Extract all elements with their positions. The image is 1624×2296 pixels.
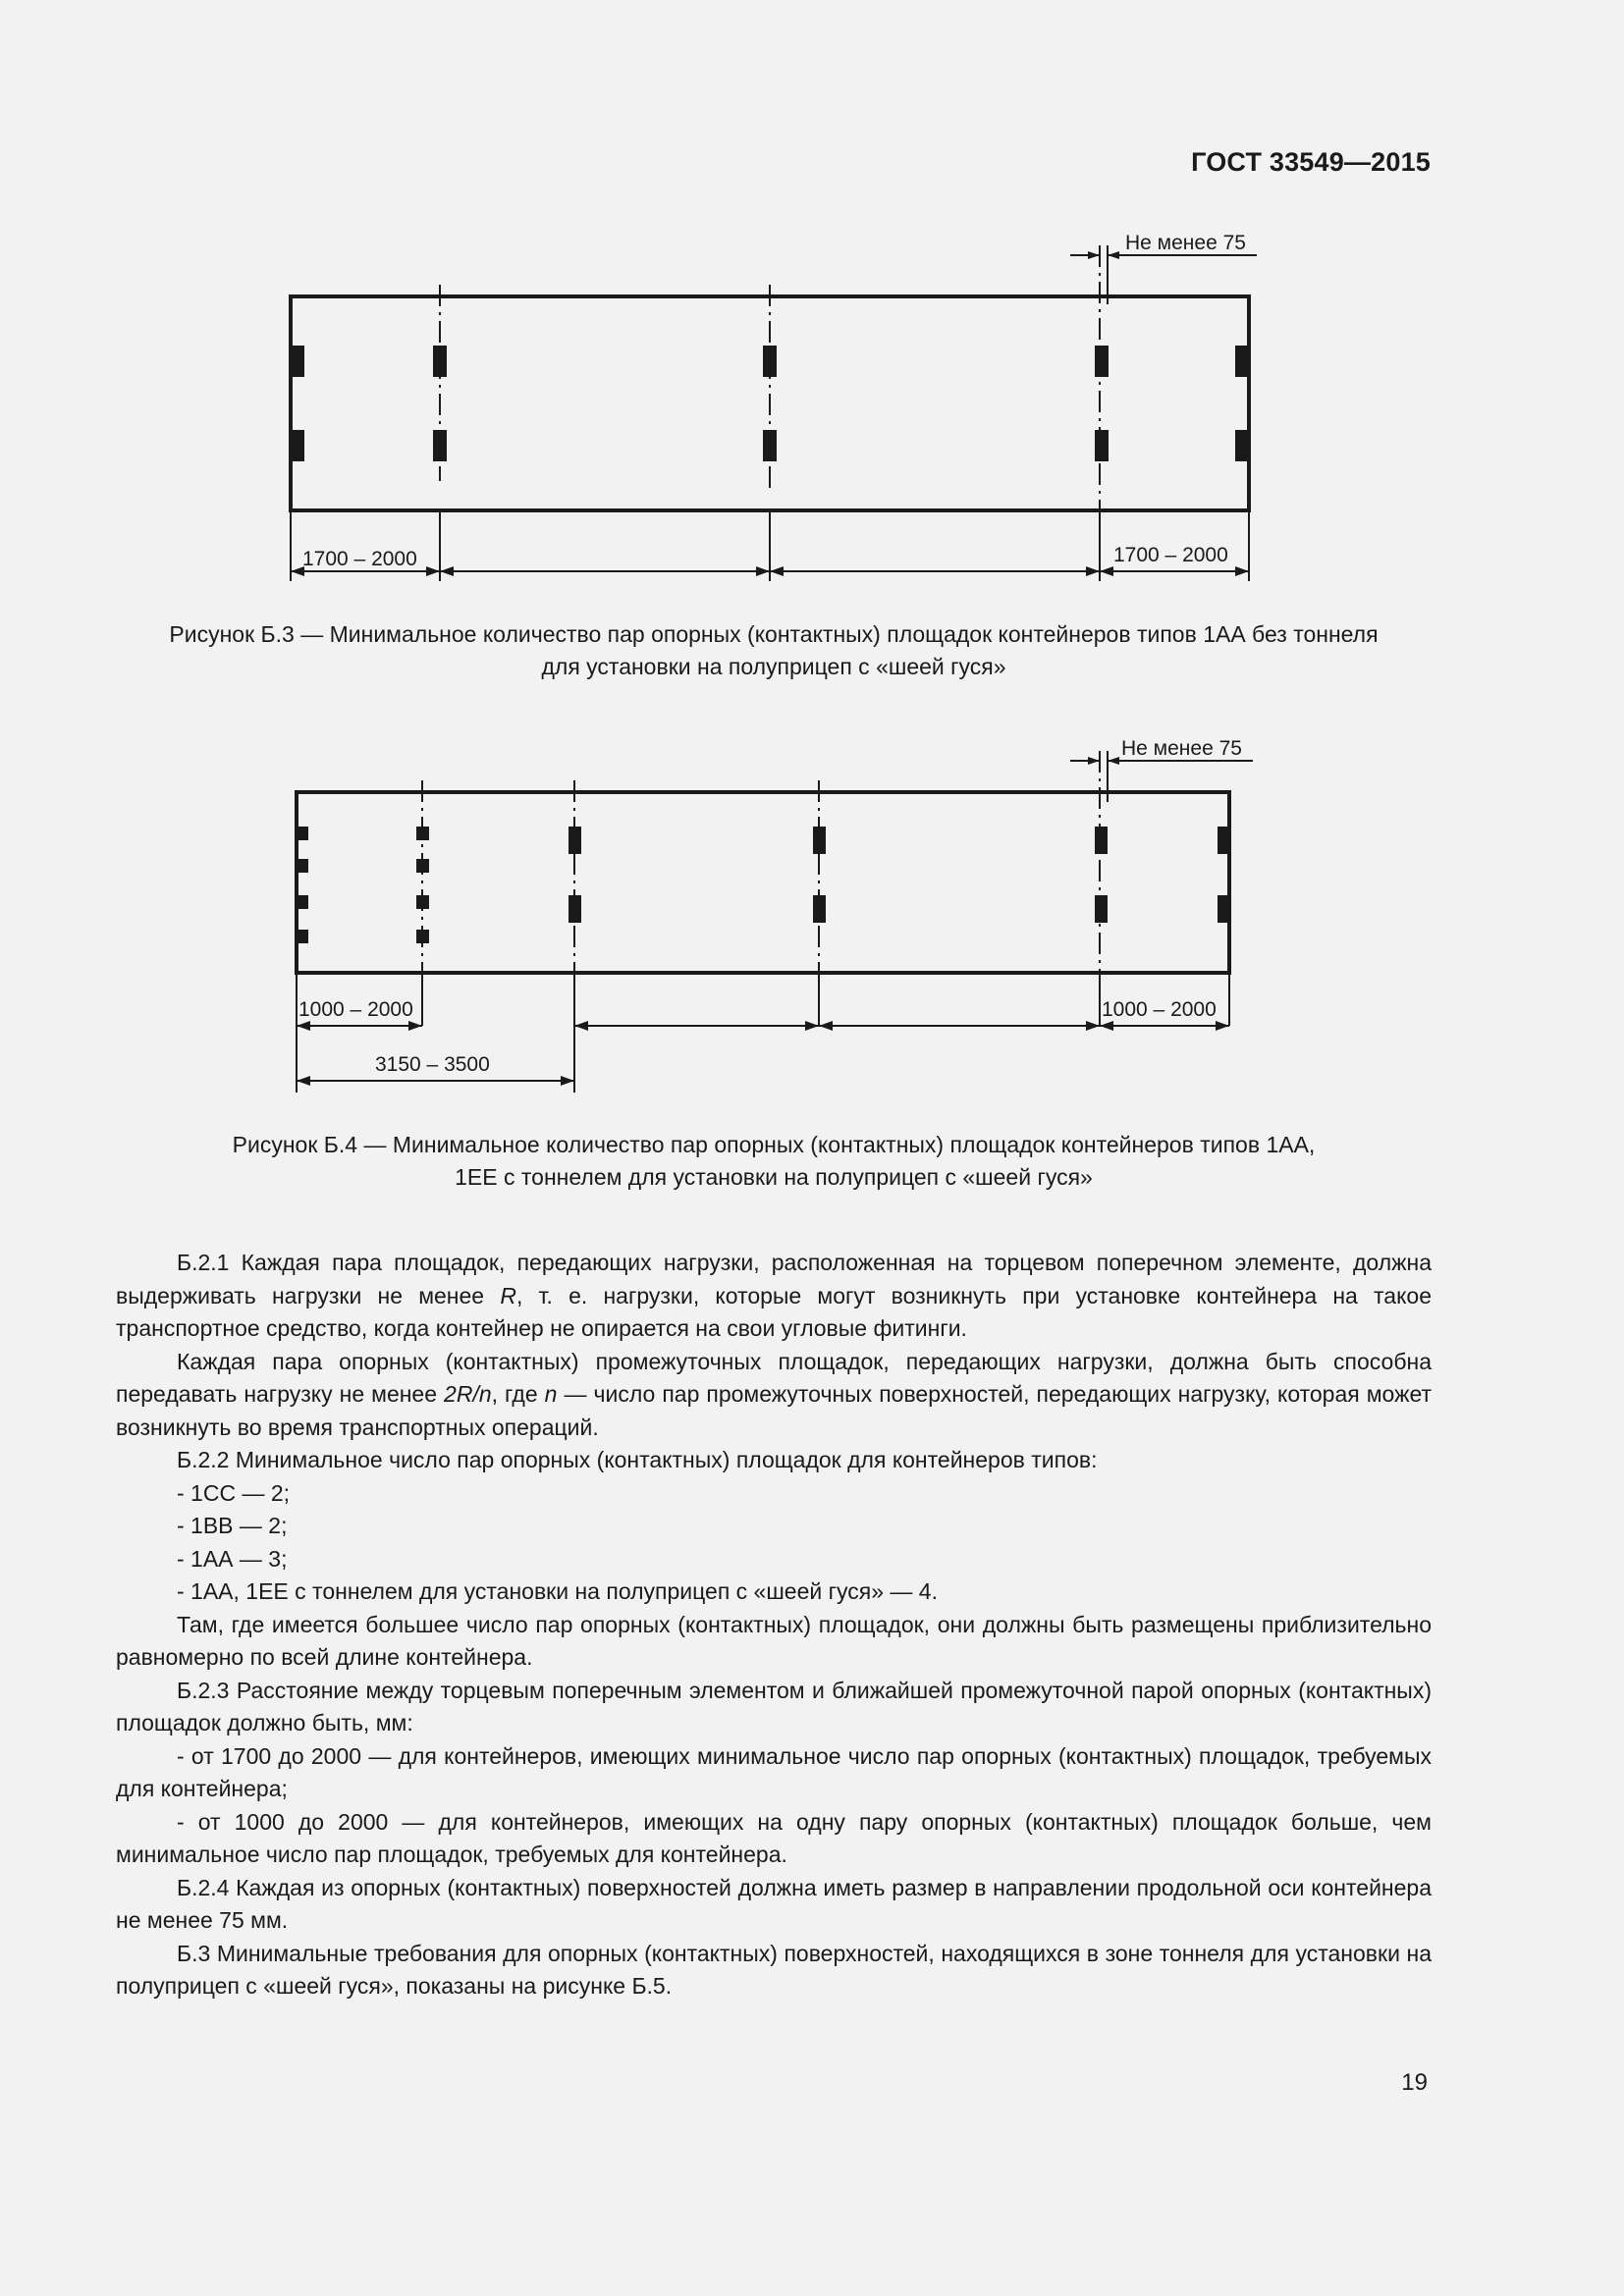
figure-b4 xyxy=(0,731,1624,1104)
support-pad xyxy=(291,430,304,461)
paragraph: Б.2.2 Минимальное число пар опорных (контактных) площадок для контейнеров типов: xyxy=(177,1447,1098,1472)
dim-right-label: 1700 – 2000 xyxy=(1113,544,1228,566)
support-pad xyxy=(433,346,447,377)
support-pad xyxy=(813,895,826,923)
paragraph: Б.2.1 Каждая пара площадок, передающих нагрузки, расположенная на торцевом поперечном элементе, должна выдерживать нагрузки не менее R, т. е. нагрузки, которые могут возникнуть при установке контейнера на такое транспортное средство, когда контейнер не опирается на свои угловые фитинги. xyxy=(116,1250,1432,1341)
paragraph: Б.2.3 Расстояние между торцевым поперечным элементом и ближайшей промежуточной парой опорных (контактных) площадок должно быть, мм: xyxy=(116,1677,1432,1735)
paragraph: Каждая пара опорных (контактных) промежуточных площадок, передающих нагрузки, должна быть способна передавать нагрузку не менее 2R/n, где n — число пар промежуточных поверхностей, передающих нагрузку, которая может возникнуть во время транспортных операций. xyxy=(116,1348,1433,1440)
min-75-label: Не менее 75 xyxy=(1125,232,1246,254)
support-pad xyxy=(763,430,777,461)
figure-b3-caption: Рисунок Б.3 — Минимальное количество пар опорных (контактных) площадок контейнеров типов 1АА без тоннеля для установки на полуприцеп с «шеей гуся» xyxy=(169,621,1379,679)
support-pad xyxy=(416,859,429,873)
support-pad xyxy=(813,827,826,854)
support-pad xyxy=(297,827,308,840)
figure-b4-caption: Рисунок Б.4 — Минимальное количество пар опорных (контактных) площадок контейнеров типов 1АА, 1ЕЕ с тоннелем для установки на полуприцеп с «шеей гуся» xyxy=(232,1132,1316,1190)
page-number: 19 xyxy=(1401,2069,1428,2096)
support-pad xyxy=(1095,827,1108,854)
support-pad xyxy=(416,827,429,840)
support-pad xyxy=(1095,430,1109,461)
dim-bottom-label: 3150 – 3500 xyxy=(375,1053,490,1076)
support-pad xyxy=(1095,346,1109,377)
dim-right-label: 1000 – 2000 xyxy=(1102,998,1217,1021)
support-pad xyxy=(416,930,429,943)
support-pad xyxy=(1218,827,1229,854)
support-pad xyxy=(1218,895,1229,923)
paragraph: Б.2.4 Каждая из опорных (контактных) поверхностей должна иметь размер в направлении продольной оси контейнера не менее 75 мм. xyxy=(116,1874,1432,1933)
list-item: - 1АА — 3; xyxy=(177,1545,288,1572)
support-pad xyxy=(1095,895,1108,923)
list-item: - 1ВВ — 2; xyxy=(177,1513,288,1538)
list-item: - 1АА, 1ЕЕ с тоннелем для установки на полуприцеп с «шеей гуся» — 4. xyxy=(177,1578,938,1604)
support-pad xyxy=(297,895,308,909)
support-pad xyxy=(433,430,447,461)
support-pad xyxy=(1235,346,1249,377)
support-pad xyxy=(568,827,581,854)
figure-b3 xyxy=(0,226,1624,599)
support-pad xyxy=(1235,430,1249,461)
support-pad xyxy=(568,895,581,923)
support-pad xyxy=(297,930,308,943)
paragraph: Б.3 Минимальные требования для опорных (контактных) поверхностей, находящихся в зоне тоннеля для установки на полуприцеп с «шеей гуся», показаны на рисунке Б.5. xyxy=(116,1940,1432,1999)
dim-left-label: 1000 – 2000 xyxy=(298,998,413,1021)
support-pad xyxy=(291,346,304,377)
list-item: - от 1700 до 2000 — для контейнеров, имеющих минимальное число пар опорных (контактных) площадок, требуемых для контейнера; xyxy=(116,1742,1432,1801)
body-text xyxy=(116,1247,1432,2003)
list-item: - от 1000 до 2000 — для контейнеров, имеющих на одну пару опорных (контактных) площадок больше, чем минимальное число пар площадок, требуемых для контейнера. xyxy=(116,1808,1432,1867)
support-pad xyxy=(763,346,777,377)
document-header: ГОСТ 33549—2015 xyxy=(1191,147,1431,177)
paragraph: Там, где имеется большее число пар опорных (контактных) площадок, они должны быть размещены приблизительно равномерно по всей длине контейнера. xyxy=(116,1611,1432,1670)
list-item: - 1СС — 2; xyxy=(177,1479,291,1506)
dim-left-label: 1700 – 2000 xyxy=(302,548,417,570)
support-pad xyxy=(416,895,429,909)
min-75-label: Не менее 75 xyxy=(1121,737,1242,760)
support-pad xyxy=(297,859,308,873)
